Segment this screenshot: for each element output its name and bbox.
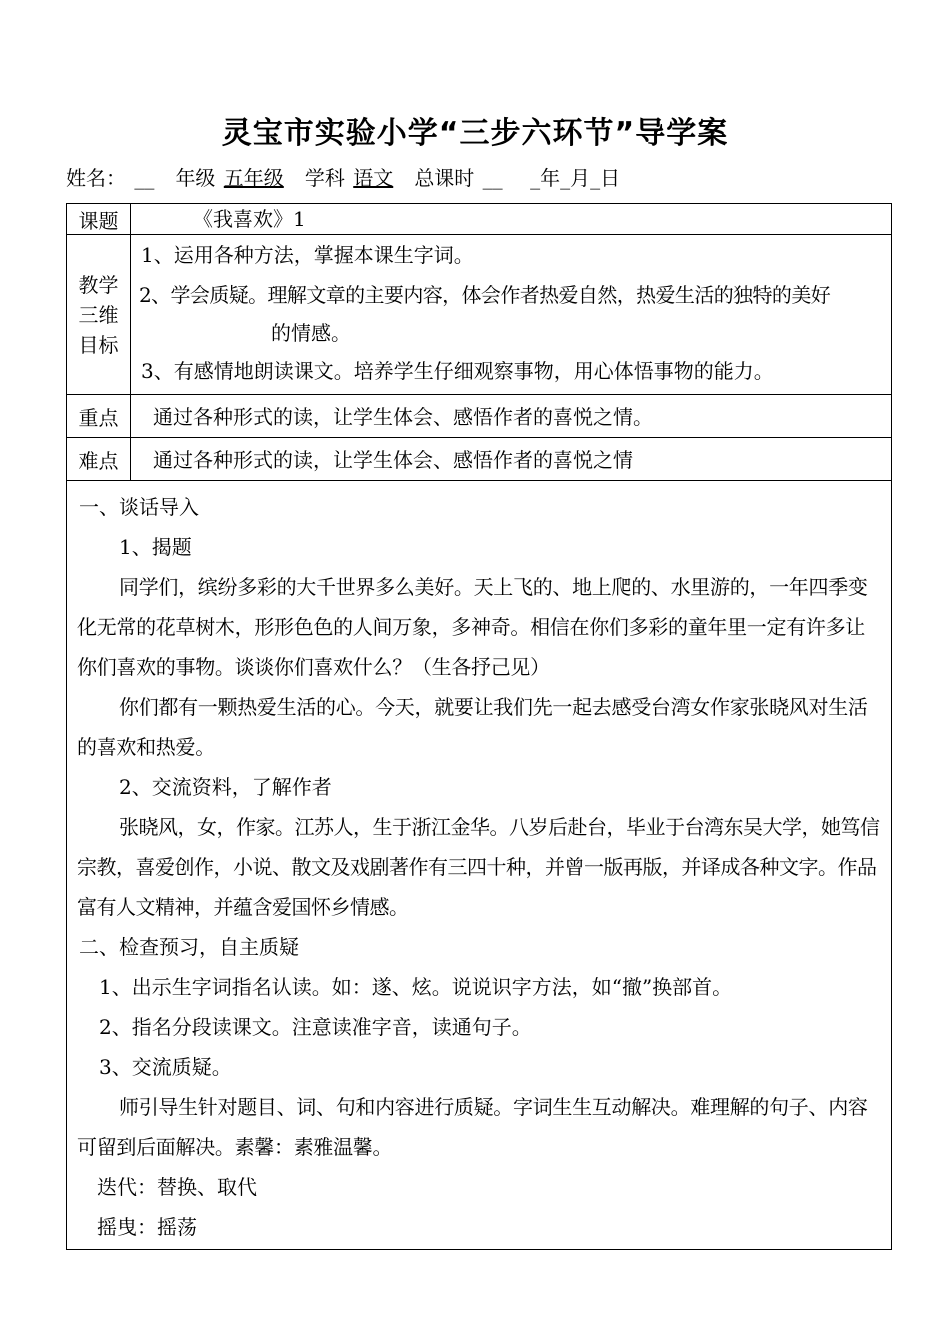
section-heading-2: 二、检查预习，自主质疑 <box>79 935 299 959</box>
grade-label: 年级 <box>175 166 216 190</box>
name-blank: __ <box>134 166 155 190</box>
step-2: 2、指名分段读课文。注意读准字音，读通句子。 <box>99 1015 532 1039</box>
goals-row <box>67 235 892 395</box>
step-3: 3、交流质疑。 <box>99 1055 232 1079</box>
paragraph-intro: 同学们，缤纷多彩的大千世界多么美好。天上飞的、地上爬的、水里游的，一年四季变化无常的花草树木，形形色色的人间万象，多神奇。相信在你们多彩的童年里一定有许多让你们喜欢的事物。谈谈你们喜欢什么？（生各抒己见） <box>77 575 868 679</box>
topic-value: 《我喜欢》1 <box>193 207 306 231</box>
lesson-content <box>67 481 891 1247</box>
paragraph-author-bio: 张晓风，女，作家。江苏人，生于浙江金华。八岁后赴台，毕业于台湾东吴大学，她笃信宗教，喜爱创作，小说、散文及戏剧著作有三四十种，并曾一版再版，并译成各种文字。作品富有人文精神，并蕴含爱国怀乡情感。 <box>77 815 880 919</box>
key-point-value: 通过各种形式的读，让学生体会、感悟作者的喜悦之情。 <box>153 405 653 429</box>
key-point-row <box>67 395 892 438</box>
goal-item-1: 1、运用各种方法，掌握本课生字词。 <box>141 243 474 267</box>
subheading-author: 2、交流资料，了解作者 <box>119 775 332 799</box>
goals-label-line-1: 教学 <box>78 272 119 297</box>
grade-value: 五年级 <box>223 166 284 190</box>
key-point-cell <box>131 395 892 438</box>
difficulty-cell <box>131 438 892 481</box>
subheading-reveal-title: 1、揭题 <box>119 535 192 559</box>
difficulty-label: 难点 <box>67 438 131 481</box>
paragraph-love-life: 你们都有一颗热爱生活的心。今天，就要让我们先一起去感受台湾女作家张晓风对生活的喜欢和热爱。 <box>77 695 868 759</box>
content-cell <box>67 481 892 1250</box>
step-1: 1、出示生字词指名认读。如：遂、炫。说说识字方法，如“撤”换部首。 <box>99 975 733 999</box>
topic-cell <box>131 204 892 235</box>
topic-row <box>67 204 892 235</box>
goal-item-2: 2、学会质疑。理解文章的主要内容，体会作者热爱自然，热爱生活的独特的美好 <box>139 283 831 307</box>
topic-label: 课题 <box>67 204 131 235</box>
goals-label <box>67 235 131 395</box>
vocab-yaoye: 摇曳：摇荡 <box>97 1215 197 1239</box>
paragraph-questioning: 师引导生针对题目、词、句和内容进行质疑。字词生生互动解决。难理解的句子、内容可留到后面解决。素馨：素雅温馨。 <box>77 1095 868 1159</box>
content-row <box>67 481 892 1250</box>
section-heading-1: 一、谈话导入 <box>79 495 199 519</box>
difficulty-value: 通过各种形式的读，让学生体会、感悟作者的喜悦之情 <box>153 448 633 472</box>
goals-label-line-3: 目标 <box>78 332 119 357</box>
goal-item-2-continued: 的情感。 <box>271 321 351 345</box>
goals-label-line-2: 三维 <box>78 302 119 327</box>
goals-cell <box>131 235 892 395</box>
subject-value: 语文 <box>353 166 394 190</box>
subject-label: 学科 <box>304 166 345 190</box>
date-field: _年_月_日 <box>530 166 621 190</box>
difficulty-row <box>67 438 892 481</box>
total-lessons-blank: __ <box>482 166 503 190</box>
page-title: 灵宝市实验小学“三步六环节”导学案 <box>221 116 729 151</box>
student-info-line <box>66 162 622 191</box>
lesson-plan-table <box>66 203 892 1250</box>
total-lessons-label: 总课时 <box>414 166 475 190</box>
name-label: 姓名： <box>66 166 126 190</box>
key-point-label: 重点 <box>67 395 131 438</box>
vocab-diedai: 迭代：替换、取代 <box>97 1175 257 1199</box>
goal-item-3: 3、有感情地朗读课文。培养学生仔细观察事物，用心体悟事物的能力。 <box>141 359 774 383</box>
